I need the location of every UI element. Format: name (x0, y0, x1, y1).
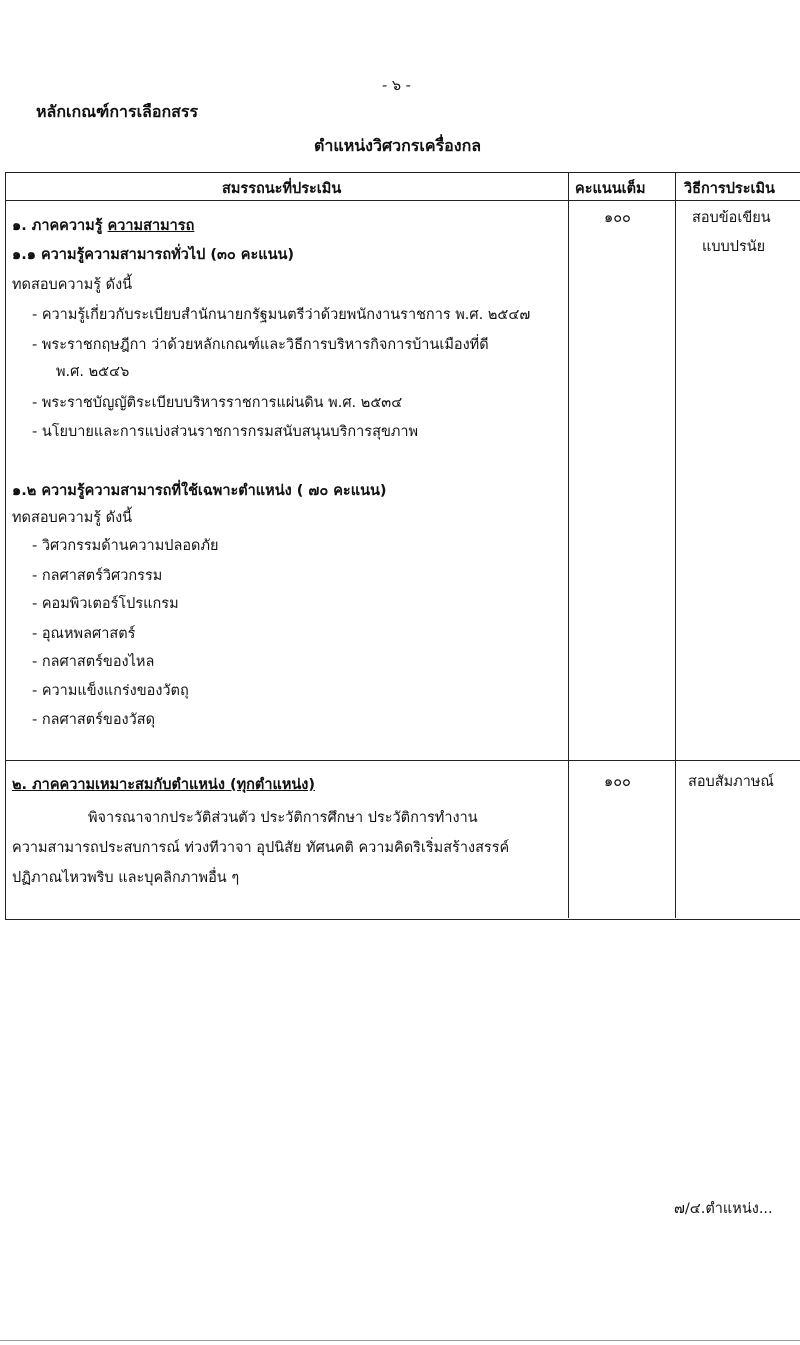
column-divider (568, 172, 569, 918)
column-divider (675, 172, 676, 918)
subsection-1-2-title: ๑.๒ ความรู้ความสามารถที่ใช้เฉพาะตำแหน่ง ( ๗๐ คะแนน) (12, 483, 387, 499)
header-competency: สมรรถนะที่ประเมิน (222, 181, 342, 197)
list-item-continuation: พ.ศ. ๒๕๔๖ (56, 364, 130, 380)
list-item: - พระราชกฤษฎีกา ว่าด้วยหลักเกณฑ์และวิธีการบริหารกิจการบ้านเมืองที่ดี (32, 337, 489, 353)
section-1-method-line: สอบข้อเขียน (692, 210, 771, 226)
section-1-title (12, 216, 194, 236)
row-divider (5, 760, 800, 761)
list-item: - กลศาสตร์วิศวกรรม (32, 568, 163, 584)
section-1-method-line: แบบปรนัย (702, 239, 766, 255)
section-1-score: ๑๐๐ (604, 210, 631, 226)
section-1-title-underlined: ความสามารถ (107, 218, 195, 234)
section-2-description-line: ปฏิภาณไหวพริบ และบุคลิกภาพอื่น ๆ (12, 870, 240, 886)
section-2-description-line: ความสามารถประสบการณ์ ท่วงทีวาจา อุปนิสัย ทัศนคติ ความคิดริเริ่มสร้างสรรค์ (12, 840, 510, 856)
list-item: - ความแข็งแกร่งของวัตถุ (32, 683, 189, 699)
section-1-title-prefix: ๑. ภาคความรู้ (12, 218, 108, 234)
section-2-score: ๑๐๐ (604, 774, 631, 790)
list-item: - กลศาสตร์ของไหล (32, 654, 155, 670)
list-item: - คอมพิวเตอร์โปรแกรม (32, 596, 179, 612)
scan-edge-line (0, 1340, 800, 1341)
list-item: - กลศาสตร์ของวัสดุ (32, 712, 156, 728)
document-heading: หลักเกณฑ์การเลือกสรร (36, 102, 199, 121)
list-item: - นโยบายและการแบ่งส่วนราชการกรมสนับสนุนบริการสุขภาพ (32, 424, 419, 440)
header-full-score: คะแนนเต็ม (575, 181, 646, 197)
continuation-note: ๗/๔.ตำแหน่ง... (674, 1201, 773, 1217)
list-item: - ความรู้เกี่ยวกับระเบียบสำนักนายกรัฐมนตรีว่าด้วยพนักงานราชการ พ.ศ. ๒๕๔๗ (32, 307, 531, 323)
section-2-title: ๒. ภาคความเหมาะสมกับตำแหน่ง (ทุกตำแหน่ง) (12, 777, 315, 793)
subsection-1-2-intro: ทดสอบความรู้ ดังนี้ (12, 510, 133, 526)
subsection-1-1-title: ๑.๑ ความรู้ความสามารถทั่วไป (๓๐ คะแนน) (12, 247, 295, 263)
section-2-method: สอบสัมภาษณ์ (688, 774, 774, 790)
position-title: ตำแหน่งวิศวกรเครื่องกล (314, 136, 482, 155)
list-item: - วิศวกรรมด้านความปลอดภัย (32, 538, 219, 554)
list-item: - พระราชบัญญัติระเบียบบริหารราชการแผ่นดิน พ.ศ. ๒๕๓๔ (32, 395, 403, 411)
section-2-description-line: พิจารณาจากประวัติส่วนตัว ประวัติการศึกษา ประวัติการทำงาน (88, 810, 478, 826)
header-divider (5, 200, 800, 201)
subsection-1-1-intro: ทดสอบความรู้ ดังนี้ (12, 277, 133, 293)
list-item: - อุณหพลศาสตร์ (32, 626, 136, 642)
header-method: วิธีการประเมิน (684, 181, 775, 197)
page-number: - ๖ - (382, 78, 411, 94)
